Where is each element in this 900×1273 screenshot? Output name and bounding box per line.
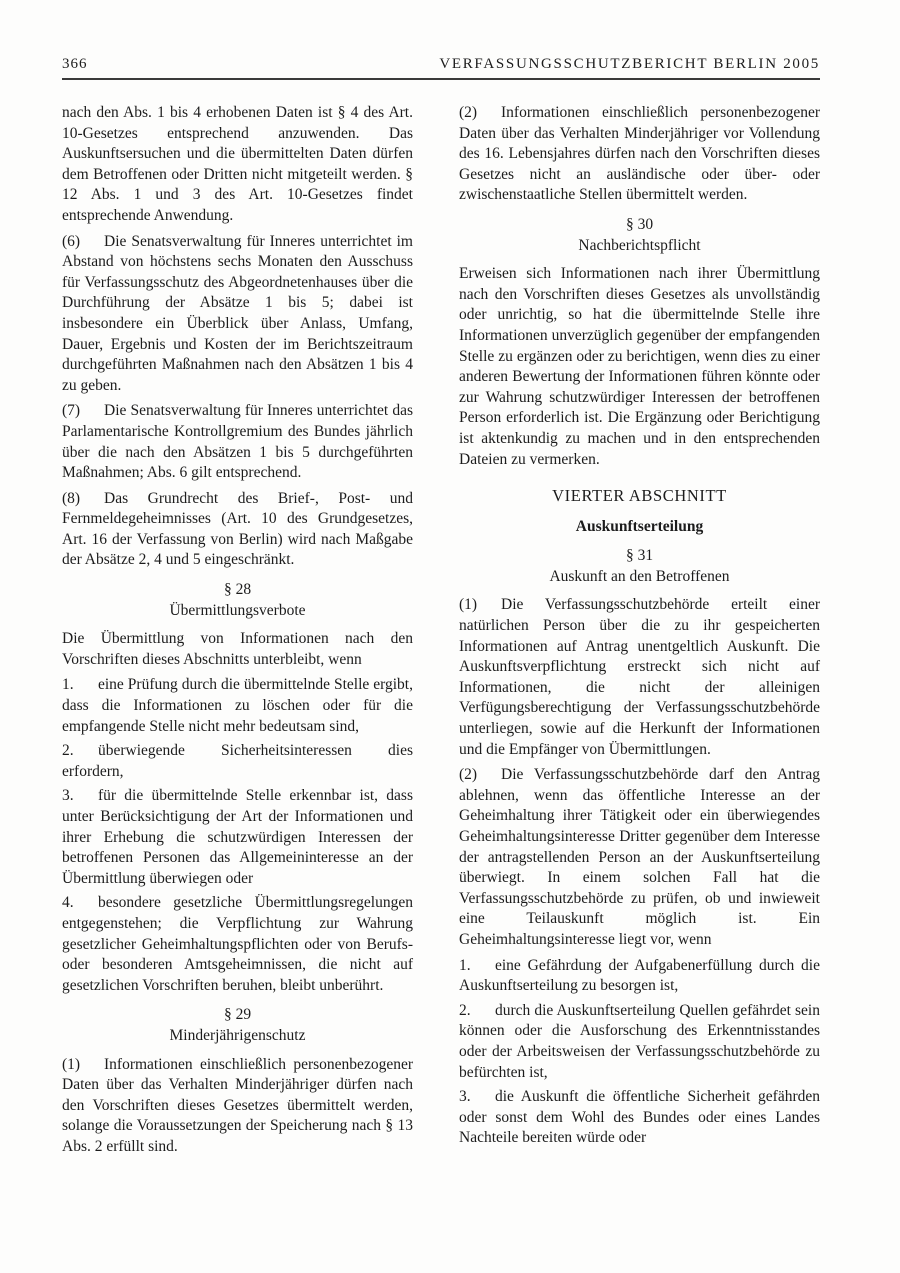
list-item-4-number: 4. [62,894,74,912]
list-item-4-text: besondere gesetzliche Übermittlungsregelungen entgegenstehen; die Verpflichtung zur Wahrung gesetzlicher Geheimhaltungspflichten oder von Berufs- oder besonderen Amtsgeheimnissen, die nicht auf gesetzlichen Vorschriften beruhen, bleibt unberührt. [62,894,413,994]
list-item-1-number: 1. [62,676,74,694]
list-item-1-text: eine Gefährdung der Aufgabenerfüllung durch die Auskunftserteilung zu besorgen ist, [459,956,820,995]
para-8-text: Das Grundrecht des Brief-, Post- und Fernmeldegeheimnisses (Art. 10 des Grundgesetzes, Art. 16 der Verfassung von Berlin) wird nach Maßgabe der Absätze 2, 4 und 5 eingeschränkt. [62,489,413,569]
list-item-3-number: 3. [62,787,74,805]
list-item-3-number: 3. [459,1088,471,1106]
list-item-2-number: 2. [62,742,74,760]
two-column-body [62,103,820,1158]
list-item-4 [62,893,413,996]
para-7-text: Die Senatsverwaltung für Inneres unterrichtet das Parlamentarische Kontrollgremium des Bundes jährlich über die nach den Absätzen 1 bis 5 durchgeführten Maßnahmen; Abs. 6 gilt entsprechend. [62,402,413,482]
section-30-heading [459,215,820,256]
list-item-3 [62,786,413,889]
para-7-number: (7) [62,402,81,420]
list-item-3-text: die Auskunft die öffentliche Sicherheit gefährden oder sonst dem Wohl des Bundes oder eines Landes Nachteile bereiten würde oder [459,1088,820,1147]
para-29-1-text: Informationen einschließlich personenbezogener Daten über das Verhalten Minderjähriger dürfen nach den Vorschriften dieses Gesetzes übermittelt werden, solange die Voraussetzungen der Speicherung nach § 13 Abs. 2 erfüllt sind. [62,1055,413,1155]
para-8-number: (8) [62,489,81,507]
para-29-1 [62,1055,413,1158]
para-6-text: Die Senatsverwaltung für Inneres unterrichtet im Abstand von höchstens sechs Monaten den Ausschuss für Verfassungsschutz des Abgeordnetenhauses über die Durchführung der Absätze 1 bis 5; dabei ist insbesondere ein Überblick über Anlass, Umfang, Dauer, Ergebnis und Kosten der im Berichtszeitraum durchgeführten Maßnahmen nach den Absätzen 1 bis 4 zu geben. [62,232,413,394]
section-29-title: Minderjährigenschutz [169,1026,306,1044]
para-31-2 [459,765,820,950]
list-item-1 [459,956,820,997]
subsection-heading: Auskunftserteilung [575,517,704,535]
list-item-3 [459,1087,820,1149]
section-29-number: § 29 [223,1006,252,1024]
para-29-2 [459,103,820,206]
page-header [62,56,820,80]
para-28-intro: Die Übermittlung von Informationen nach den Vorschriften dieses Abschnitts unterbleibt, wenn [62,630,413,668]
list-item-3-text: für die übermittelnde Stelle erkennbar ist, dass unter Berücksichtigung der Art der Informationen und ihrer Erhebung die schutzwürdigen Interessen der betroffenen Personen das Allgemeininteresse an der Übermittlung überwiegen oder [62,787,413,887]
list-item-2 [62,741,413,782]
para-6-number: (6) [62,232,81,250]
para-29-2-text: Informationen einschließlich personenbezogener Daten über das Verhalten Minderjähriger vor Vollendung des 16. Lebensjahres dürfen nach den Vorschriften dieses Gesetzes nicht an ausländische oder über- oder zwischenstaatliche Stellen übermittelt werden. [459,104,820,204]
para-8 [62,489,413,571]
para-7 [62,401,413,483]
para-abs5-continuation: nach den Abs. 1 bis 4 erhobenen Daten ist § 4 des Art. 10-Gesetzes entsprechend anzuwenden. Das Auskunftsersuchen und die übermittelten Daten dürfen dem Betroffenen oder Dritten nicht mitgeteilt werden. § 12 Abs. 1 und 3 des Art. 10-Gesetzes findet entsprechende Anwendung. [62,104,413,224]
page-number: 366 [62,56,88,72]
list-item-2 [459,1001,820,1083]
section-28-heading [62,580,413,621]
list-item-1-number: 1. [459,956,471,974]
report-title: VERFASSUNGSSCHUTZBERICHT BERLIN 2005 [439,56,820,72]
section-31-title: Auskunft an den Betroffenen [549,567,730,585]
section-28-number: § 28 [223,581,252,599]
para-29-2-number: (2) [459,104,478,121]
list-item-2-text: durch die Auskunftserteilung Quellen gefährdet sein können oder die Ausforschung des Erkenntnisstandes oder der Arbeitsweisen der Verfassungsschutzbehörde zu befürchten ist, [459,1001,820,1081]
para-6 [62,232,413,397]
list-item-2-text: überwiegende Sicherheitsinteressen dies erfordern, [62,742,413,780]
section-30-number: § 30 [625,215,654,233]
section-30-title: Nachberichtspflicht [578,236,701,254]
left-column [62,103,413,1158]
para-31-1-number: (1) [459,596,478,614]
list-item-1 [62,675,413,737]
chapter-heading: VIERTER ABSCHNITT [552,486,727,506]
right-column [459,103,820,1158]
section-29-heading [62,1005,413,1046]
para-29-1-number: (1) [62,1055,81,1073]
section-28-title: Übermittlungsverbote [169,601,306,619]
para-31-1 [459,595,820,760]
para-31-2-text: Die Verfassungsschutzbehörde darf den Antrag ablehnen, wenn das öffentliche Interesse an der Geheimhaltung ihrer Tätigkeit oder ein überwiegendes Geheimhaltungsinteresse Dritter gegenüber dem Interesse der antragstellenden Person an der Auskunftserteilung überwiegt. In einem solchen Fall hat die Verfassungsschutzbehörde zu prüfen, ob und inwieweit eine Teilauskunft möglich ist. Ein Geheimhaltungsinteresse liegt vor, wenn [459,766,820,948]
section-31-heading [459,546,820,587]
list-item-2-number: 2. [459,1001,471,1019]
list-item-1-text: eine Prüfung durch die übermittelnde Stelle ergibt, dass die Informationen zu löschen oder für die empfangende Stelle nicht mehr bedeutsam sind, [62,676,413,735]
para-30: Erweisen sich Informationen nach ihrer Übermittlung nach den Vorschriften dieses Gesetzes als unvollständig oder unrichtig, so hat die übermittelnde Stelle ihre Informationen unverzüglich gegenüber der empfangenden Stelle zu ergänzen oder zu berichtigen, wenn dies zu einer anderen Bewertung der Informationen führen könnte oder zur Wahrung schutzwürdiger Interessen der betroffenen Person erforderlich ist. Die Ergänzung oder Berichtigung ist aktenkundig zu machen und in den entsprechenden Dateien zu vermerken. [459,265,820,468]
para-31-1-text: Die Verfassungsschutzbehörde erteilt einer natürlichen Person über die zu ihr gespeicherten Informationen auf Antrag unentgeltlich Auskunft. Die Auskunftsverpflichtung erstreckt sich nicht auf Informationen, die nicht der alleinigen Verfügungsberechtigung der Verfassungsschutzbehörde unterliegen, sowie auf die Herkunft der Informationen und die Empfänger von Übermittlungen. [459,596,820,758]
section-31-number: § 31 [625,547,654,565]
para-31-2-number: (2) [459,766,478,784]
